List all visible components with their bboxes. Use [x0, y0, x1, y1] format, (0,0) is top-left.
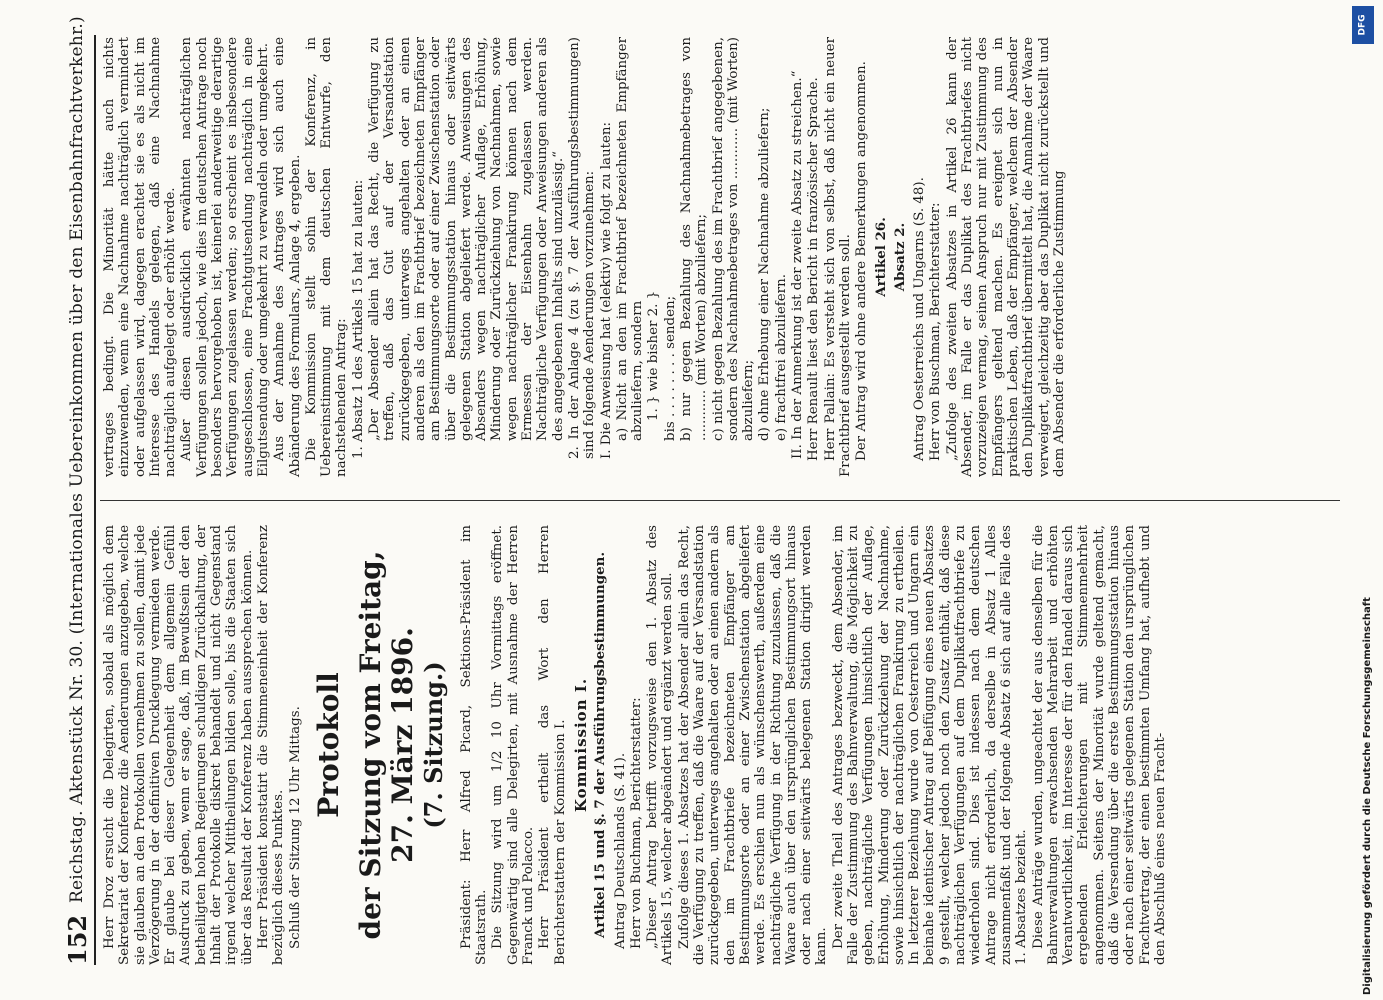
rotated-page	[60, 16, 1350, 965]
quote: „Der Absender allein hat das Recht, die Verfügung zu treffen, daß das Gut auf der Versandstation zurückgegeben, unterwegs angehalten oder an einen anderen als den im Frachtbrief bezeichneten Empfänger am Bestimmungsorte oder auf einer Zwischenstation oder über die Bestimmungsstation hinaus oder seitwärts gelegenen Station abgeliefert werde. Anweisungen des Absenders wegen nachträglicher Auflage, Erhöhung, Minderung oder Zurückziehung von Nachnahmen, sowie wegen nachträglicher Frankirung können nach dem Ermessen der Eisenbahn zugelassen werden. Nachträgliche Verfügungen oder Anweisungen anderen als des angegebenen Inhalts sind unzulässig.“	[367, 37, 566, 441]
opening-line: Die Sitzung wird um 1/2 10 Uhr Vormittags eröffnet. Gegenwärtig sind alle Delegirten, mit Ausnahme der Herren Franck und Polacco.	[490, 525, 537, 965]
artikel-heading: Artikel 15 und §. 7 der Ausführungsbestimmungen.	[592, 551, 609, 939]
paragraph: „Zufolge des zweiten Absatzes in Artikel 26 kann der Absender, im Falle er das Duplikat des Frachtbriefes nicht vorzuzeigen vermag, seinen Anspruch nur mit Zustimmung des Empfängers geltend machen. Es ereignet sich nun in praktischen Leben, daß der Empfänger, welchem der Absender den Duplikatfrachtbrief übermittelt hat, die Annahme der Waare verweigert, gleichzeitig aber das Duplikat nicht zurückstellt und dem Absender die erforderliche Zustimmung	[944, 37, 1067, 477]
dfg-logo-icon	[1352, 6, 1374, 44]
paragraph: Aus der Annahme des Antrages wird sich auch eine Abänderung des Formulars, Anlage 4, ergeben.	[272, 37, 303, 477]
list-item: e) frachtfrei abzuliefern.	[773, 274, 789, 441]
list-item: c) nicht gegen Bezahlung des im Frachtbrief angegebenen, sondern des Nachnahmebetrages von ............ (mit Worten) abzuliefern;	[710, 37, 757, 441]
paragraph: Herr Renault liest den Bericht in französischer Sprache.	[806, 77, 822, 461]
protokoll-subtitle: (7. Sitzung.)	[418, 661, 448, 829]
paragraph: Schluß der Sitzung 12 Uhr Mittags.	[287, 706, 303, 949]
list-item: b) nur gegen Bezahlung des Nachnahmebetrages von ............ (mit Worten) abzuliefern;	[678, 37, 710, 441]
left-column	[102, 525, 1342, 965]
paragraph: Der Antrag wird ohne andere Bemerkungen angenommen.	[854, 61, 870, 461]
protokoll-date: der Sitzung vom Freitag, 27. März 1896.	[353, 550, 419, 940]
column-divider	[100, 500, 1340, 501]
protokoll-title: Protokoll	[311, 672, 345, 818]
list-item: 1. } wie bisher 2. }	[646, 290, 662, 421]
antrag-line: Antrag Deutschlands (S. 41).	[612, 752, 628, 949]
word-to-reporters: Herr Präsident ertheilt das Wort den Herren Berichterstattern der Kommission I.	[537, 525, 568, 965]
paragraph: Die Kommission stellt sohin der Konferenz, in Uebereinstimmung mit dem deutschen Entwurfe, den nachstehenden Antrag:	[303, 37, 350, 477]
list-item: a) Nicht an den im Frachtbrief bezeichneten Empfänger abzuliefern, sondern	[614, 37, 646, 441]
president-line: Präsident: Herr Alfred Picard, Sektions-Präsident im Staatsrath.	[458, 525, 490, 965]
absatz2-heading: Absatz 2.	[891, 222, 908, 292]
list-item: bis . . . . . . . . senden;	[662, 295, 678, 441]
reporter-line: Herr von Buchman, Berichterstatter:	[628, 697, 644, 949]
paragraph: Antrag Oesterreichs und Ungarns (S. 48).	[912, 177, 928, 461]
paragraph: Herr Präsident konstatirt die Stimmeneinheit der Konferenz bezüglich dieses Punktes.	[255, 525, 287, 965]
paragraph: „Dieser Antrag betrifft vorzugsweise den 1. Absatz des Artikels 15, welcher abgeändert und ergänzt werden soll.	[645, 525, 676, 965]
artikel26-heading: Artikel 26.	[872, 217, 889, 297]
digitization-note: Digitalisierung gefördert durch die Deutsche Forschungsgemeinschaft	[1362, 597, 1373, 995]
paragraph: Diese Anträge wurden, ungeachtet der aus denselben für die Bahnverwaltungen erwachsenden Mehrarbeit und erhöhten Verantwortlichkeit, im Interesse der für den Handel daraus sich ergebenden Erleichterungen mit Stimmenmehrheit angenommen. Seitens der Minorität wurde geltend gemacht, daß die Versendung über die erste Bestimmungsstation hinaus oder nach einer seitwärts gelegenen Station den ursprünglichen Frachtvertrag, der einen bestimmten Umfang hat, aufhebt und den Abschluß eines neuen Fracht-	[1030, 525, 1168, 965]
paragraph: vertrages bedingt. Die Minorität hätte auch nichts einzuwenden, wenn eine Nachnahme nachträglich vermindert oder aufgelassen wird, dagegen erachtet sie es als nicht im Interesse des Handels gelegen, daß eine Nachnahme nachträglich aufgelegt oder erhöht werde.	[102, 37, 179, 477]
list-item: II. In der Anmerkung ist der zweite Absatz zu streichen.“	[790, 70, 806, 459]
paragraph: Zufolge dieses 1. Absatzes hat der Absender allein das Recht, die Verfügung zu treffen, daß die Waare auf der Versandstation zurückgegeben, unterwegs angehalten oder an einen andern als den im Frachtbriefe bezeichneten Empfänger am Bestimmungsorte oder an einer Zwischenstation abgeliefert werde. Es erschien nun als wünschenswerth, außerdem eine nachträgliche Verfügung in der Richtung zuzulassen, daß die Waare auch über den ursprünglichen Bestimmungsort hinaus oder nach einer seitwärts belegenen Station dirigirt werden kann.	[676, 525, 830, 965]
paragraph: Herr Pallain: Es versteht sich von selbst, daß nicht ein neuer Frachtbrief ausgestellt werden soll.	[822, 37, 853, 477]
right-column	[102, 37, 1342, 477]
paragraph: Herr von Buschman, Berichterstatter:	[928, 202, 944, 461]
paragraph: Der zweite Theil des Antrages bezweckt, dem Absender, im Falle der Zustimmung des Bahnverwaltung, die Möglichkeit zu geben, nachträgliche Verfügungen hinsichtlich der Auflage, Erhöhung, Minderung oder Zurückziehung der Nachnahme, sowie hinsichtlich der nachträglichen Frankirung zu ertheilen. In letzterer Beziehung wurde von Oesterreich und Ungarn ein beinahe identischer Antrag auf Beifügung eines neuen Absatzes 9 gestellt, welcher jedoch noch den Zusatz enthält, daß diese nachträglichen Verfügungen auf dem Duplikatfrachtbriefe zu wiederholen sind. Dies ist indessen nach dem deutschen Antrage nicht erforderlich, da derselbe in Absatz 1 Alles zusammenfaßt und der folgende Absatz 6 sich auf alle Fälle des 1. Absatzes bezieht.	[830, 525, 1030, 965]
running-title: Reichstag. Aktenstück Nr. 30. (Internationales Uebereinkommen über den Eisenbahnfrachtverkehr.)	[67, 16, 87, 903]
page-number: 152	[63, 914, 92, 965]
list-item: 1. Absatz 1 des Artikels 15 hat zu lauten:	[350, 179, 366, 459]
logo-text: DFG	[1357, 14, 1368, 36]
paragraph: Außer diesen ausdrücklich erwähnten nachträglichen Verfügungen sollen jedoch, wie dies im deutschen Antrage noch besonders hervorgehoben ist, keinerlei anderweitige derartige Verfügungen zugelassen werden; so erscheint es insbesondere ausgeschlossen, eine Frachtgutsendung nachträglich in eine Eilgutsendung oder umgekehrt zu verwandeln oder umgekehrt.	[179, 37, 271, 477]
list-item: d) ohne Erhebung einer Nachnahme abzuliefern;	[757, 107, 773, 441]
page-header	[60, 16, 96, 965]
list-item: I. Die Anweisung hat (elektiv) wie folgt zu lauten:	[598, 121, 614, 459]
list-item: 2. In der Anlage 4 (zu §. 7 der Ausführungsbestimmungen) sind folgende Aenderungen vorzunehmen:	[566, 37, 598, 459]
paragraph: Herr Droz ersucht die Delegirten, sobald als möglich dem Sekretariat der Konferenz die Aenderungen anzugeben, welche sie glauben an den Protokollen vornehmen zu sollen, damit jede Verzögerung in der definitiven Drucklegung vermieden werde. Er glaube bei dieser Gelegenheit dem allgemein Gefühl Ausdruck zu geben, wenn er sage, daß, im Bewußtsein der den betheiligten hohen Regierungen schuldigen Zurückhaltung, der Inhalt der Protokolle diskret behandelt und nicht Gegenstand irgend welcher Mittheilungen bilden solle, bis die Staaten sich über das Resultat der Konferenz haben aussprechen können.	[102, 525, 255, 965]
kommission-heading: Kommission I.	[571, 677, 590, 813]
